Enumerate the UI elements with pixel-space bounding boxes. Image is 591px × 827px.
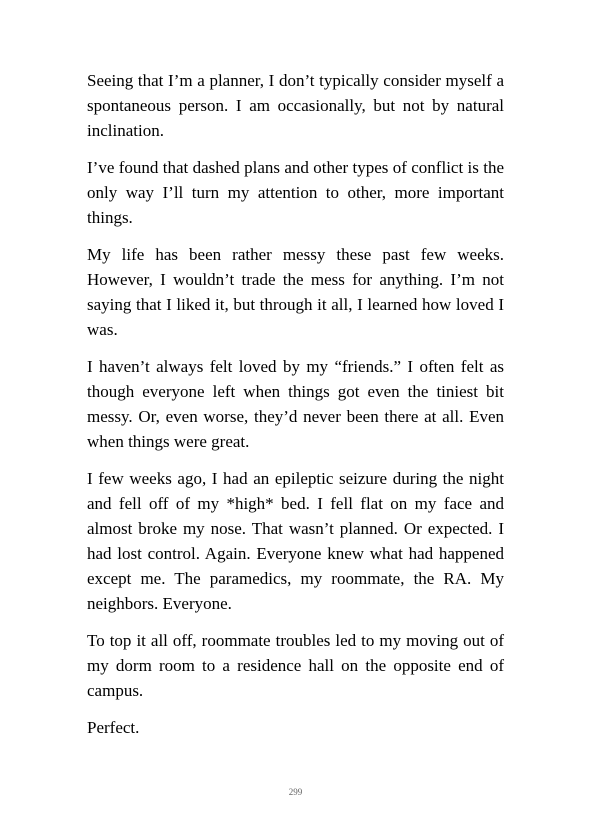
paragraph-7: Perfect.: [87, 718, 140, 737]
paragraph-3: My life has been rather messy these past few weeks. However, I wouldn’t trade the mess for anything. I’m not saying that I liked it, but through it all, I learned how loved I was.: [87, 245, 504, 339]
paragraph-6: To top it all off, roommate troubles led to my moving out of my dorm room to a residence hall on the opposite end of campus.: [87, 631, 504, 700]
body-text: [87, 68, 504, 740]
paragraph-1: Seeing that I’m a planner, I don’t typically consider myself a spontaneous person. I am occasionally, but not by natural inclination.: [87, 71, 504, 140]
paragraph-2: I’ve found that dashed plans and other types of conflict is the only way I’ll turn my attention to other, more important things.: [87, 158, 504, 227]
page-number: 299: [288, 787, 303, 797]
paragraph-4: I haven’t always felt loved by my “friends.” I often felt as though everyone left when things got even the tiniest bit messy. Or, even worse, they’d never been there at all. Even when things were great.: [87, 357, 504, 451]
paragraph-5: I few weeks ago, I had an epileptic seizure during the night and fell off of my *high* bed. I fell flat on my face and almost broke my nose. That wasn’t planned. Or expected. I had lost control. Again. Everyone knew what had happened except me. The paramedics, my roommate, the RA. My neighbors. Everyone.: [87, 469, 504, 613]
